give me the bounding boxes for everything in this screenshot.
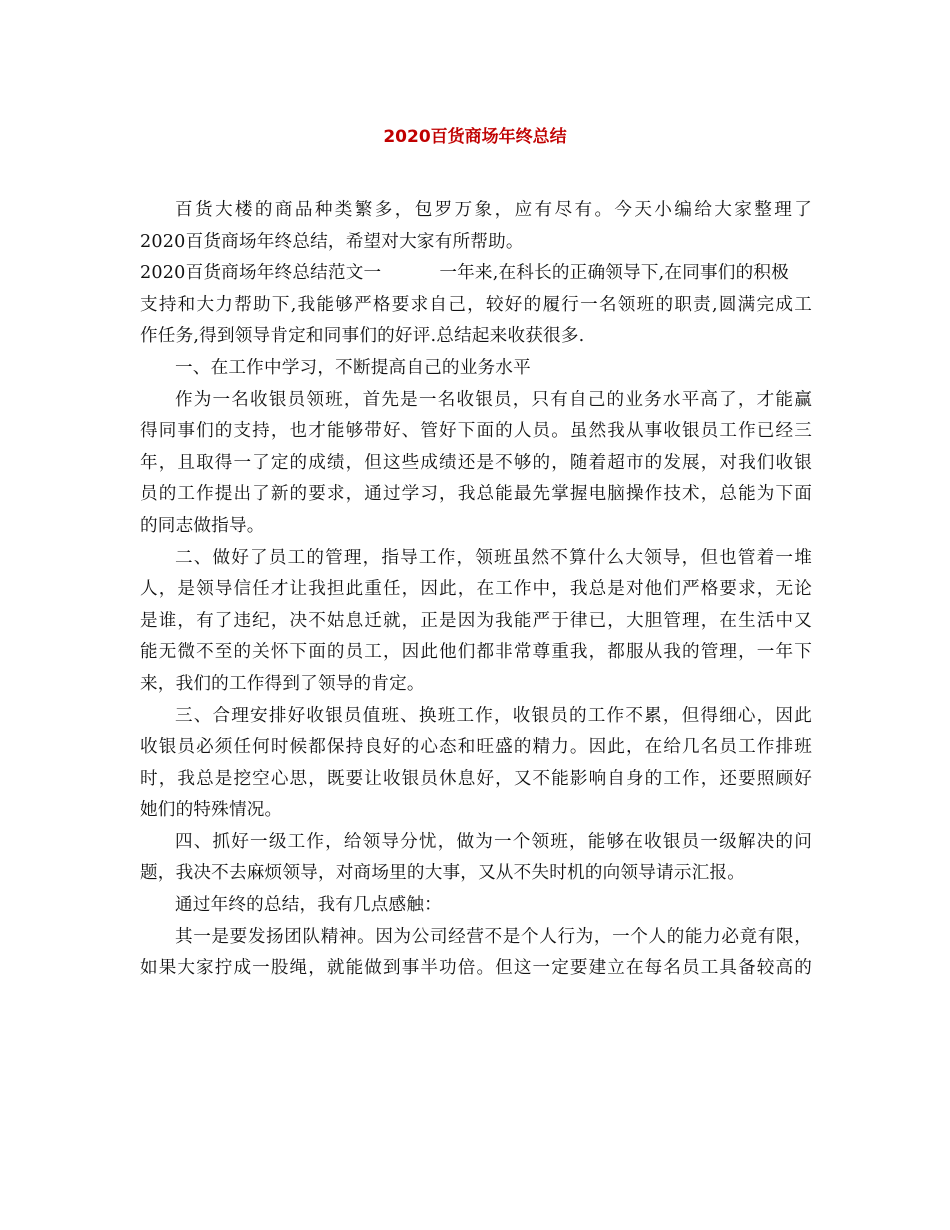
paragraph-line: 四、抓好一级工作，给领导分忧，做为一个领班，能够在收银员一级解决的问 [175,831,812,852]
paragraph-line: 通过年终的总结，我有几点感触： [175,895,442,916]
paragraph-line: 是谁，有了违纪，决不姑息迁就，正是因为我能严于律已，大胆管理，在生活中又 [140,610,812,631]
paragraph-line: 2020百货商场年终总结，希望对大家有所帮助。 [140,231,524,252]
subheading-line: 一、在工作中学习，不断提高自己的业务水平 [175,357,531,378]
paragraph-line: 收银员必须任何时候都保持良好的心态和旺盛的精力。因此，在给几名员工作排班 [140,737,812,758]
paragraph-line: 能无微不至的关怀下面的员工，因此他们都非常尊重我，都服从我的管理，一年下 [140,642,812,663]
document-title: 2020百货商场年终总结 [383,127,567,147]
paragraph-line: 支持和大力帮助下,我能够严格要求自己，较好的履行一名领班的职责,圆满完成工 [140,294,812,315]
paragraph-line: 她们的特殊情况。 [140,800,283,821]
paragraph-line: 作任务,得到领导肯定和同事们的好评.总结起来收获很多. [140,326,585,347]
paragraph-line: 题，我决不去麻烦领导，对商场里的大事，又从不失时机的向领导请示汇报。 [140,863,745,884]
paragraph-line: 员的工作提出了新的要求，通过学习，我总能最先掌握电脑操作技术，总能为下面 [140,484,812,505]
paragraph-text: 一年来,在科长的正确领导下,在同事们的积极 [439,263,789,284]
paragraph-line: 作为一名收银员领班，首先是一名收银员，只有自己的业务水平高了，才能赢 [175,389,812,410]
paragraph-line: 二、做好了员工的管理，指导工作，领班虽然不算什么大领导，但也管着一堆 [175,547,812,568]
paragraph-line: 来，我们的工作得到了领导的肯定。 [140,673,425,694]
paragraph-line [140,258,812,290]
paragraph-line: 如果大家拧成一股绳，就能做到事半功倍。但这一定要建立在每名员工具备较高的 [140,958,812,979]
paragraph-line: 时，我总是挖空心思，既要让收银员休息好，又不能影响自身的工作，还要照顾好 [140,768,812,789]
paragraph-line: 人，是领导信任才让我担此重任，因此，在工作中，我总是对他们严格要求，无论 [140,579,812,600]
paragraph-line: 年，且取得一了定的成绩，但这些成绩还是不够的，随着超市的发展，对我们收银 [140,452,812,473]
paragraph-line: 三、合理安排好收银员值班、换班工作，收银员的工作不累，但得细心，因此 [175,705,812,726]
paragraph-line: 的同志做指导。 [140,515,265,536]
paragraph-line: 得同事们的支持，也才能够带好、管好下面的人员。虽然我从事收银员工作已经三 [140,421,812,442]
paragraph-line: 百货大楼的商品种类繁多，包罗万象，应有尽有。今天小编给大家整理了 [175,200,812,220]
paragraph-line: 其一是要发扬团队精神。因为公司经营不是个人行为，一个人的能力必竟有限， [175,926,812,947]
section-heading: 2020百货商场年终总结范文一 [140,263,382,284]
document-body [140,195,812,985]
